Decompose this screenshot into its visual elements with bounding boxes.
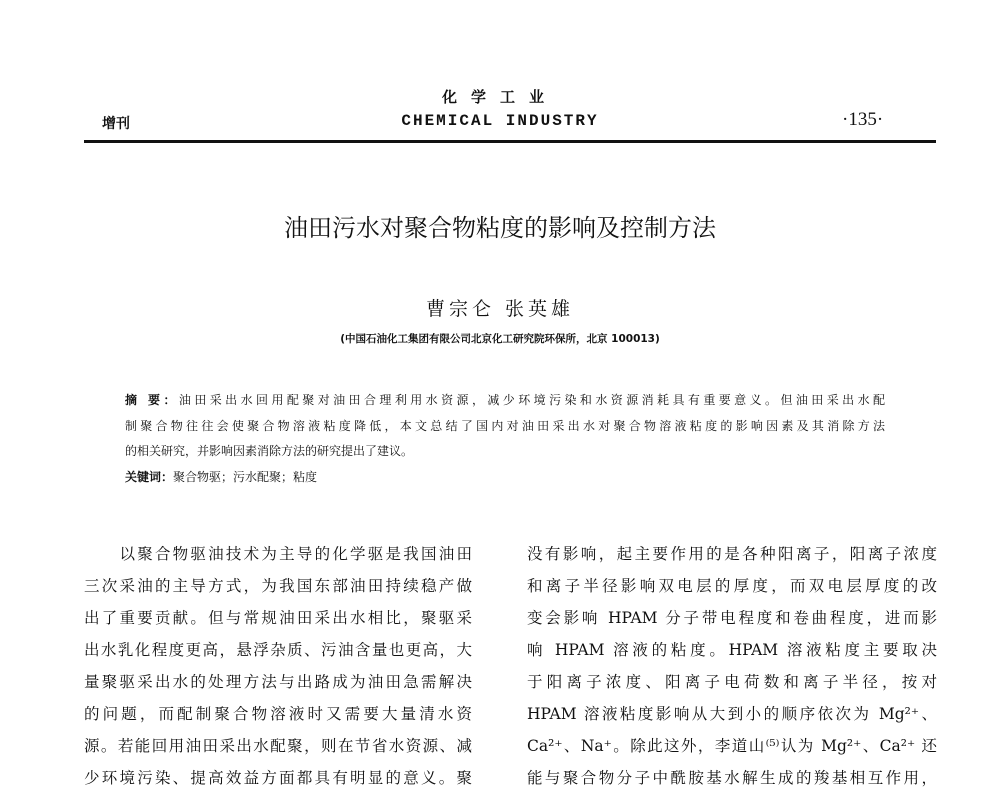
author-affiliation: (中国石油化工集团有限公司北京化工研究院环保所，北京 100013): [340, 333, 660, 345]
body-line: 能与聚合物分子中酰胺基水解生成的羧基相互作用，: [527, 769, 937, 787]
body-line: 和离子半径影响双电层的厚度，而双电层厚度的改: [527, 577, 937, 595]
body-line: Ca²⁺、Na⁺。除此这外，李道山⁽⁵⁾认为 Mg²⁺、Ca²⁺ 还: [527, 737, 937, 755]
header-rule: [84, 140, 936, 143]
abstract-line: [125, 388, 885, 414]
body-left-column: [84, 538, 472, 794]
body-line: 响 HPAM 溶液的粘度。HPAM 溶液粘度主要取决: [527, 641, 937, 659]
abstract: [125, 388, 885, 490]
body-line: 没有影响，起主要作用的是各种阳离子，阳离子浓度: [527, 545, 937, 563]
body-line: 出了重要贡献。但与常规油田采出水相比，聚驱采: [84, 609, 472, 627]
abstract-text: 油田采出水回用配聚对油田合理利用水资源，减少环境污染和水资源消耗具有重要意义。但油田采出水配: [178, 393, 885, 407]
keywords-label: 关键词：: [125, 469, 174, 484]
page-number: ·135·: [842, 109, 884, 130]
body-line: 以聚合物驱油技术为主导的化学驱是我国油田: [84, 545, 472, 563]
abstract-line: 的相关研究，并影响因素消除方法的研究提出了建议。: [125, 444, 414, 458]
body-line: 量聚驱采出水的处理方法与出路成为油田急需解决: [84, 673, 472, 691]
abstract-line: 制聚合物往往会使聚合物溶液粘度降低，本文总结了国内对油田采出水对聚合物溶液粘度的影响因素及其消除方法: [125, 418, 885, 433]
article-title: 油田污水对聚合物粘度的影响及控制方法: [284, 214, 716, 242]
article-authors: 曹宗仑 张英雄: [425, 298, 575, 320]
keywords-line: [125, 465, 885, 491]
body-line: 的问题，而配制聚合物溶液时又需要大量清水资: [84, 705, 472, 723]
issue-label: 增刊: [102, 116, 130, 132]
body-line: 变会影响 HPAM 分子带电程度和卷曲程度，进而影: [527, 609, 937, 627]
body-line: 出水乳化程度更高，悬浮杂质、污油含量也更高，大: [84, 641, 472, 659]
keywords: 聚合物驱；污水配聚；粘度: [173, 469, 318, 484]
journal-title-en: CHEMICAL INDUSTRY: [401, 112, 599, 130]
journal-title-cn: 化学工业: [441, 88, 558, 106]
body-line: 少环境污染、提高效益方面都具有明显的意义。聚: [84, 769, 472, 787]
body-line: 源。若能回用油田采出水配聚，则在节省水资源、减: [84, 737, 472, 755]
body-line: HPAM 溶液粘度影响从大到小的顺序依次为 Mg²⁺、: [527, 705, 937, 723]
body-right-column: [527, 538, 937, 794]
body-line: 三次采油的主导方式，为我国东部油田持续稳产做: [84, 577, 472, 595]
body-line: 于阳离子浓度、阳离子电荷数和离子半径，按对: [527, 673, 937, 691]
abstract-label: 摘 要：: [125, 393, 179, 407]
